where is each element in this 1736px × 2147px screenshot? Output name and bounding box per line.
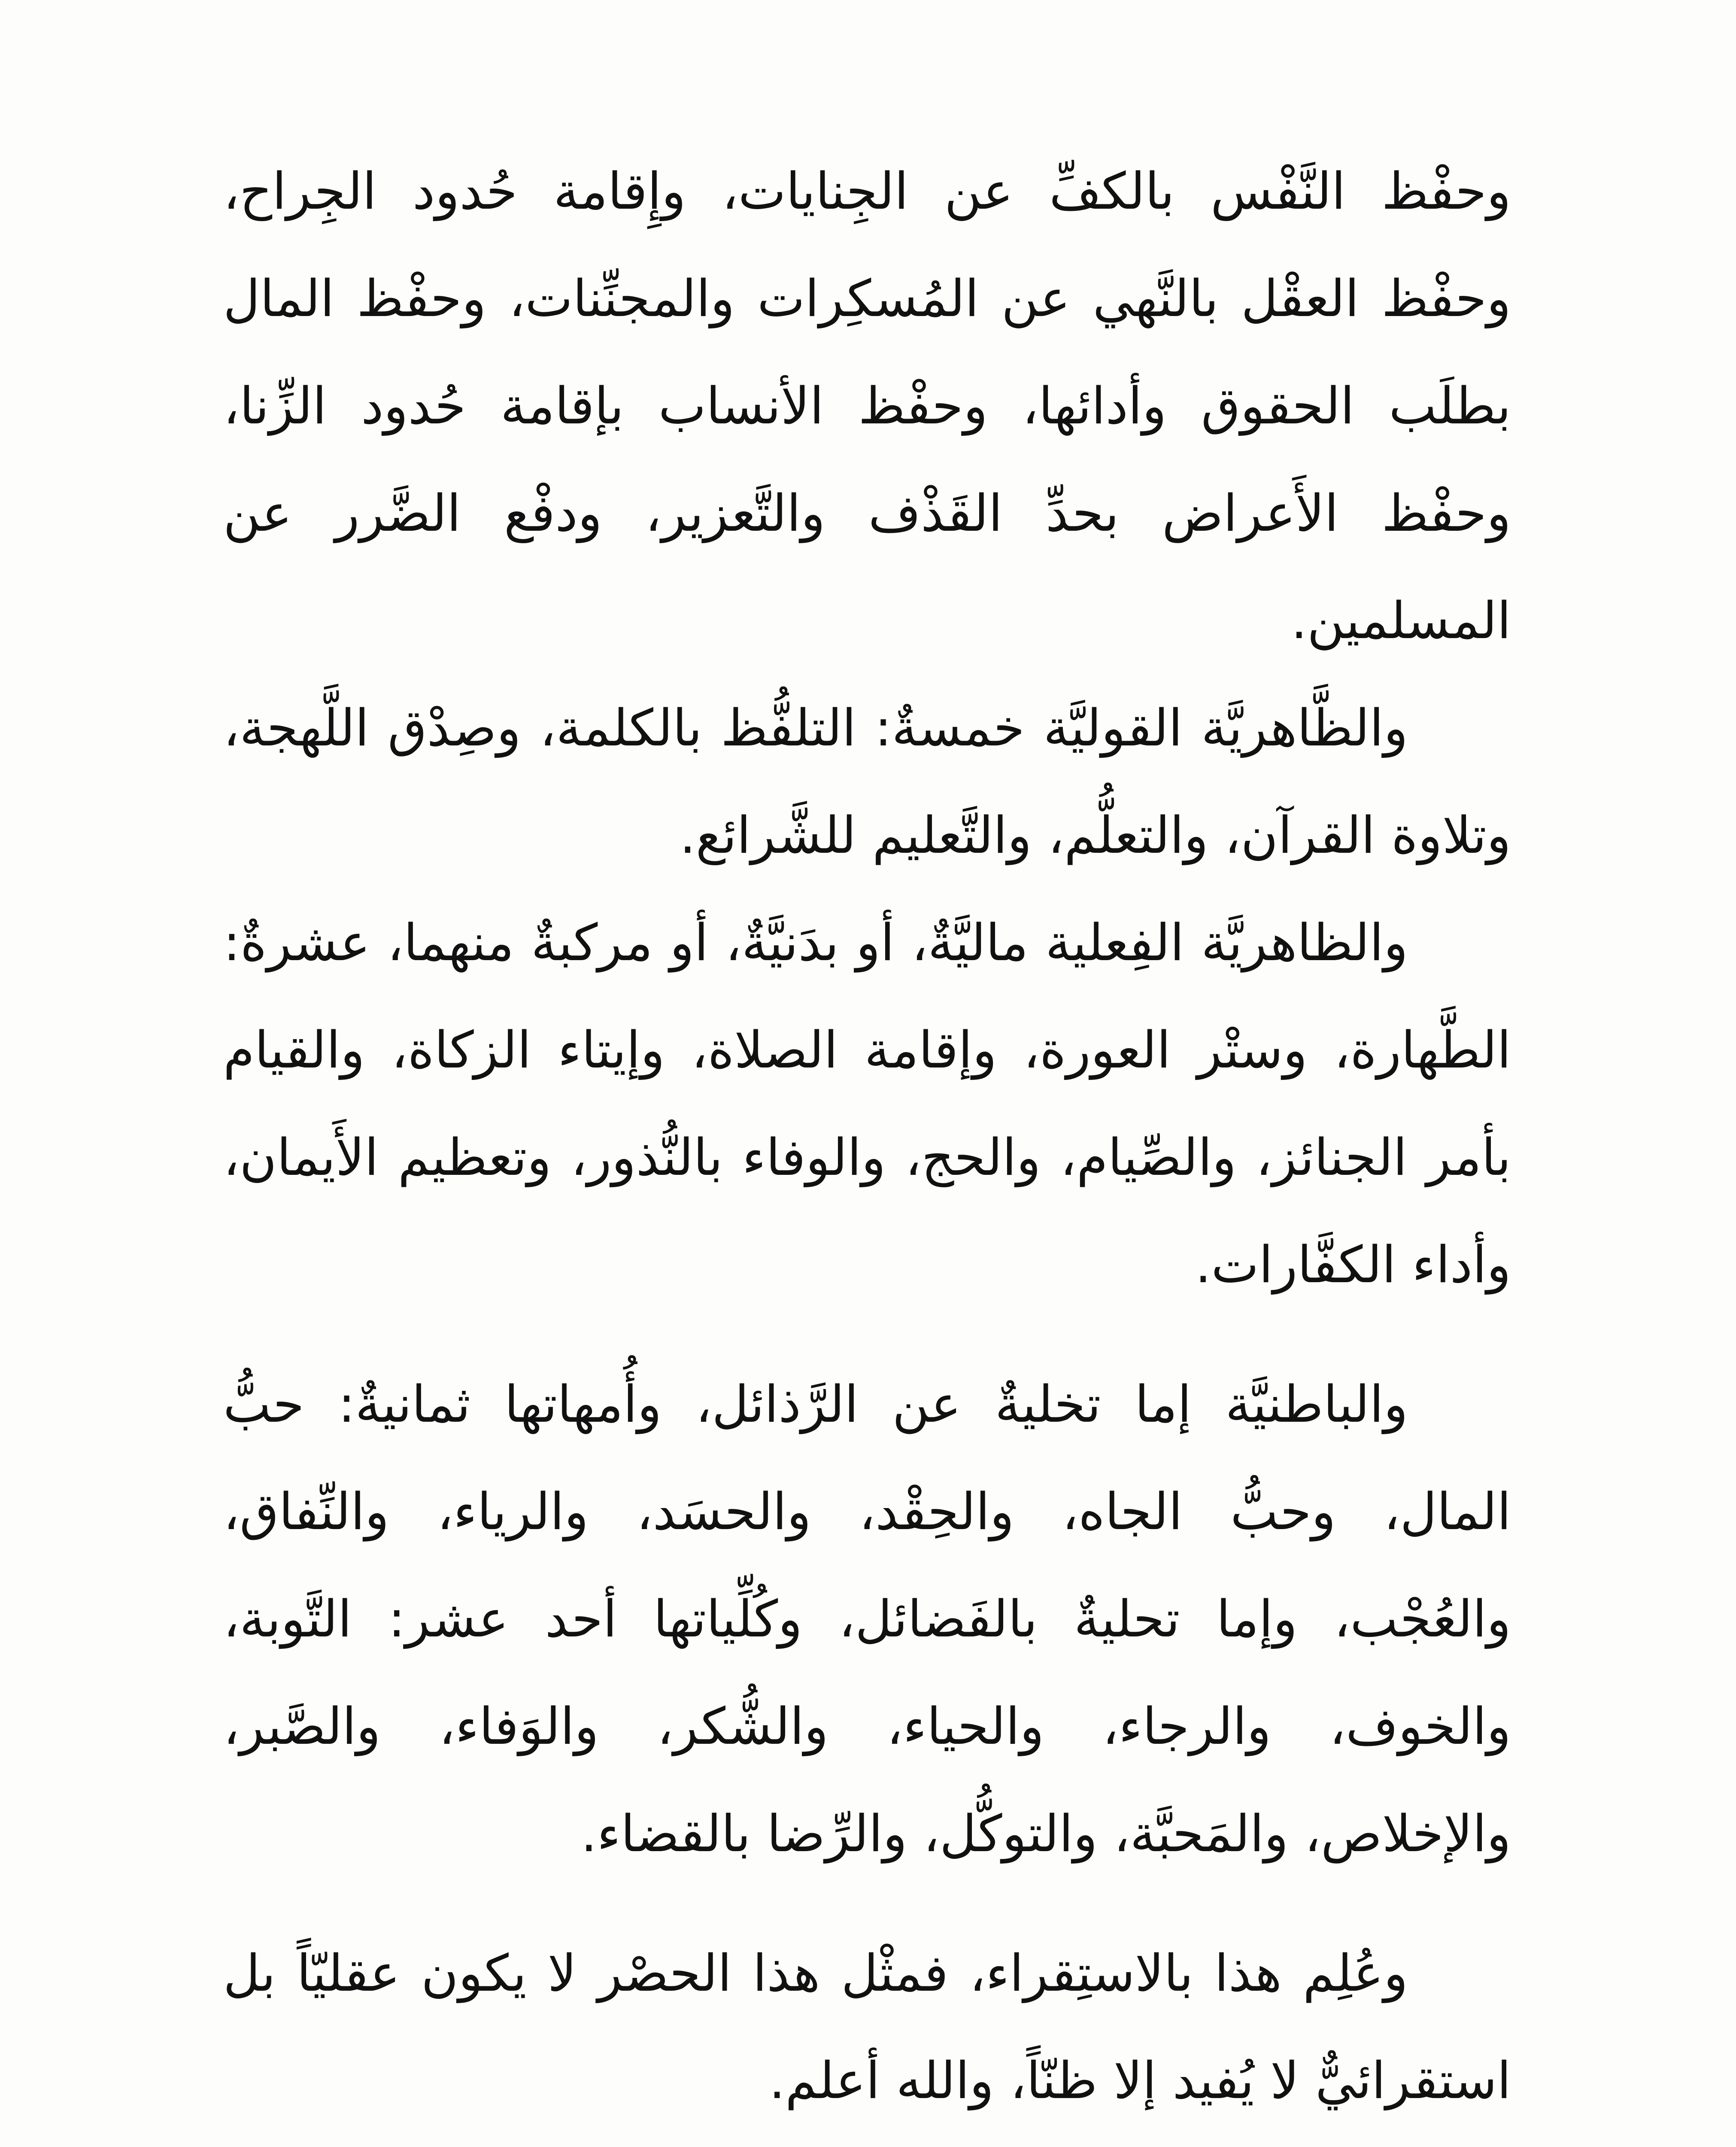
paragraph-2: والظَّاهريَّة القوليَّة خمسةٌ: التلفُّظ بالكلمة، وصِدْق اللَّهجة، وتلاوة القرآن، والتعلُّم، والتَّعليم للشَّرائع.	[223, 698, 1511, 865]
body-text	[223, 137, 1511, 2147]
paragraph-4: والباطنيَّة إما تخليةٌ عن الرَّذائل، وأُمهاتها ثمانيةٌ: حبُّ المال، وحبُّ الجاه، والحِقْد، والحسَد، والرياء، والنِّفاق، والعُجْب، وإما تحليةٌ بالفَضائل، وكُلِّياتها أحد عشر: التَّوبة، والخوف، والرجاء، والحياء، والشُّكر، والوَفاء، والصَّبر، والإخلاص، والمَحبَّة، والتوكُّل، والرِّضا بالقضاء.	[223, 1375, 1511, 1863]
paragraph-3: والظاهريَّة الفِعلية ماليَّةٌ، أو بدَنيَّةٌ، أو مركبةٌ منهما، عشرةٌ: الطَّهارة، وستْر العورة، وإقامة الصلاة، وإيتاء الزكاة، والقيام بأمر الجنائز، والصِّيام، والحج، والوفاء بالنُّذور، وتعظيم الأَيمان، وأداء الكفَّارات.	[223, 913, 1511, 1294]
paragraph-5: وعُلِم هذا بالاستِقراء، فمثْل هذا الحصْر لا يكون عقليّاً بل استقرائيٌّ لا يُفيد إلا ظنّاً، والله أعلم.	[223, 1943, 1511, 2110]
paragraph-1: وحفْظ النَّفْس بالكفِّ عن الجِنايات، وإِقامة حُدود الجِراح، وحفْظ العقْل بالنَّهي عن المُسكِرات والمجنِّنات، وحفْظ المال بطلَب الحقوق وأدائها، وحفْظ الأنساب بإقامة حُدود الزِّنا، وحفْظ الأَعراض بحدِّ القَذْف والتَّعزير، ودفْع الضَّرر عن المسلمين.	[223, 161, 1511, 650]
